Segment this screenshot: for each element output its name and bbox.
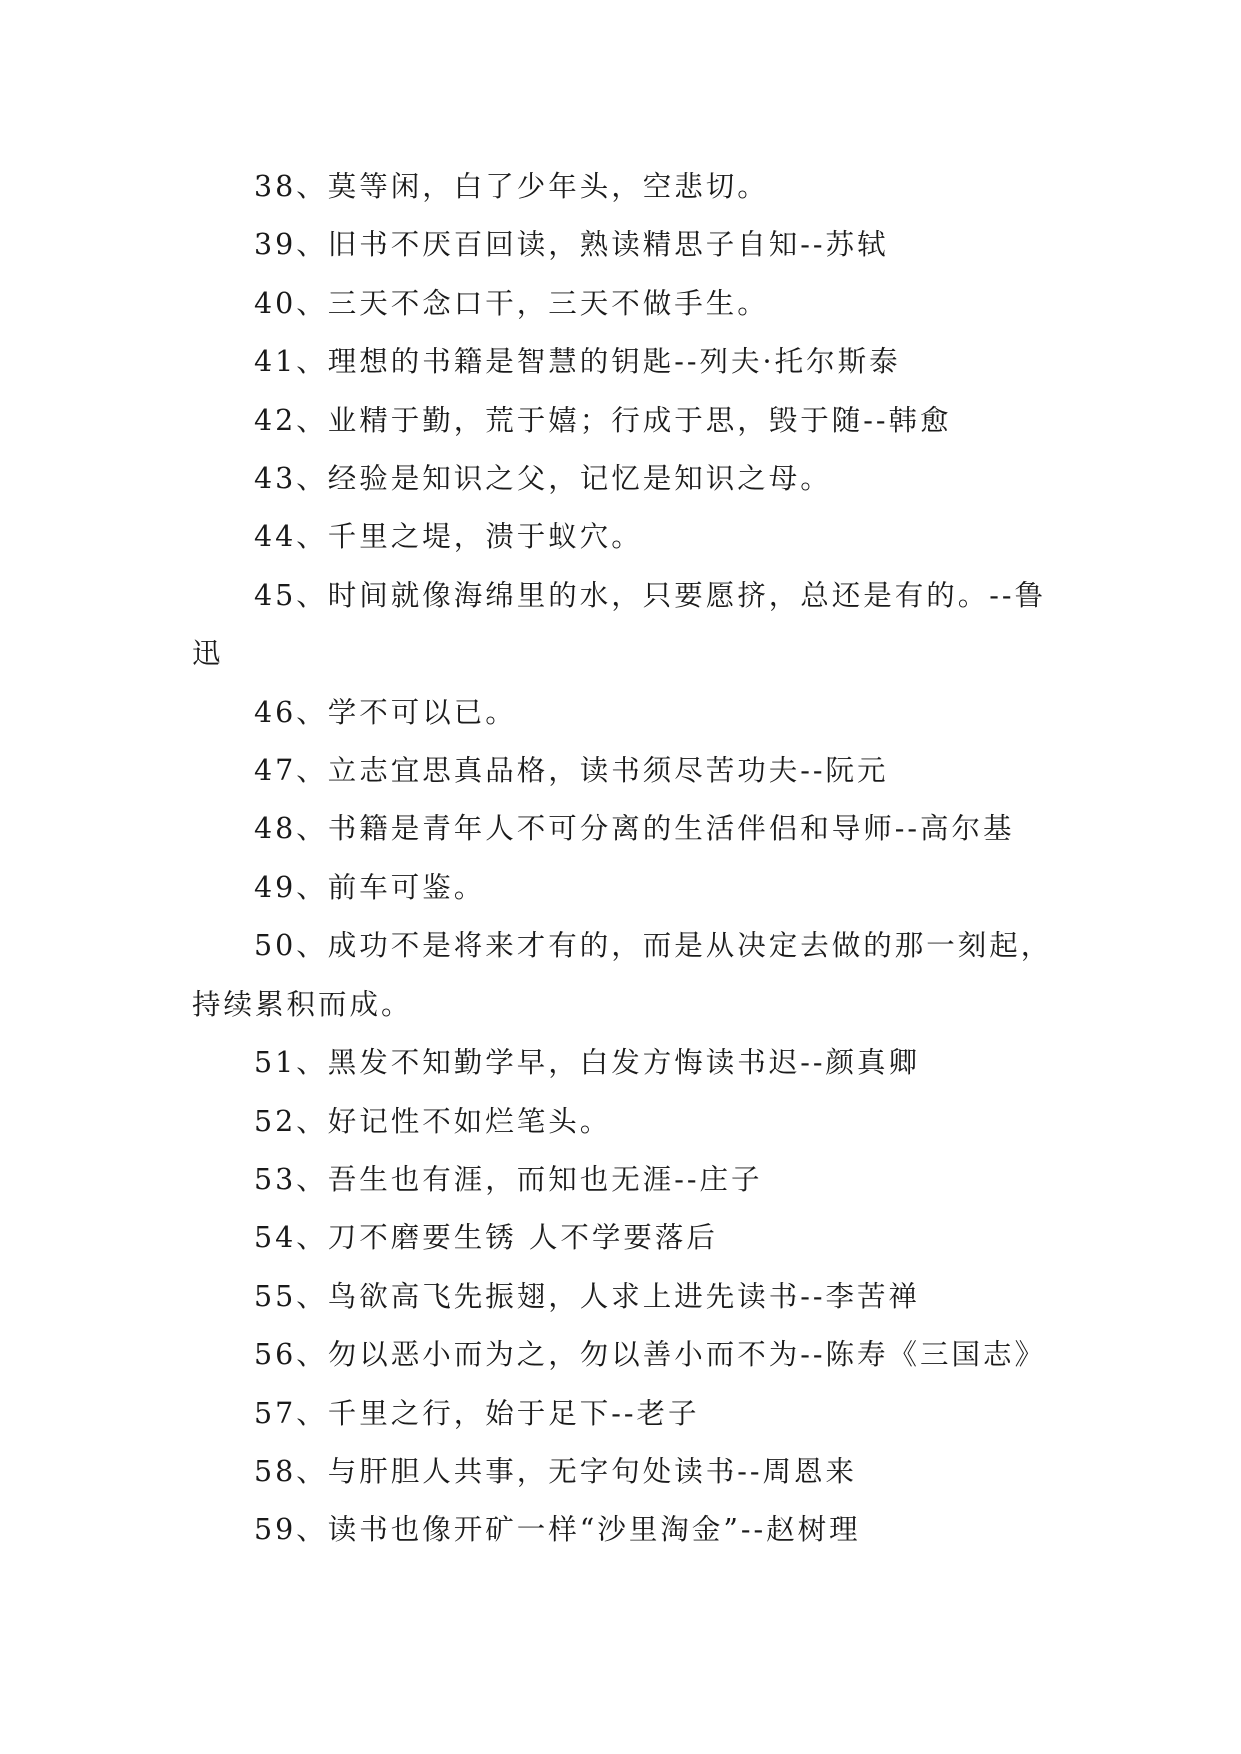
- quote-item: 40、三天不念口干，三天不做手生。: [254, 286, 769, 320]
- quote-item: 41、理想的书籍是智慧的钥匙--列夫·托尔斯泰: [254, 345, 901, 379]
- quote-item: 54、刀不磨要生锈 人不学要落后: [254, 1221, 718, 1255]
- quote-item: 38、莫等闲，白了少年头，空悲切。: [254, 170, 769, 203]
- quote-item: 39、旧书不厌百回读，熟读精思子自知--苏轼: [254, 228, 889, 262]
- quote-list: [192, 158, 1062, 1560]
- quote-item: 59、读书也像开矿一样“沙里淘金”--赵树理: [254, 1513, 861, 1547]
- quote-item: 50、成功不是将来才有的，而是从决定去做的那一刻起，持续累积而成。: [192, 929, 1053, 1021]
- quote-item: 44、千里之堤，溃于蚁穴。: [254, 520, 643, 554]
- quote-item: 46、学不可以已。: [254, 695, 517, 729]
- quote-item: 42、业精于勤，荒于嬉；行成于思，毁于随--韩愈: [254, 403, 952, 437]
- quote-item: 51、黑发不知勤学早，白发方悔读书迟--颜真卿: [254, 1046, 921, 1080]
- quote-item: 43、经验是知识之父，记忆是知识之母。: [254, 462, 832, 496]
- quote-item: 45、时间就像海绵里的水，只要愿挤，总还是有的。--鲁迅: [192, 578, 1047, 671]
- quote-item: 52、好记性不如烂笔头。: [254, 1104, 612, 1138]
- quote-item: 48、书籍是青年人不可分离的生活伴侣和导师--高尔基: [254, 812, 1015, 846]
- quote-item: 56、勿以恶小而为之，勿以善小而不为--陈寿《三国志》: [254, 1338, 1047, 1372]
- quote-item: 53、吾生也有涯，而知也无涯--庄子: [254, 1162, 763, 1196]
- quote-item: 55、鸟欲高飞先振翅，人求上进先读书--李苦禅: [254, 1279, 921, 1313]
- quote-item: 57、千里之行，始于足下--老子: [254, 1396, 700, 1430]
- quote-item: 49、前车可鉴。: [254, 870, 486, 904]
- quote-item: 47、立志宜思真品格，读书须尽苦功夫--阮元: [254, 754, 889, 788]
- quote-item: 58、与肝胆人共事，无字句处读书--周恩来: [254, 1454, 858, 1488]
